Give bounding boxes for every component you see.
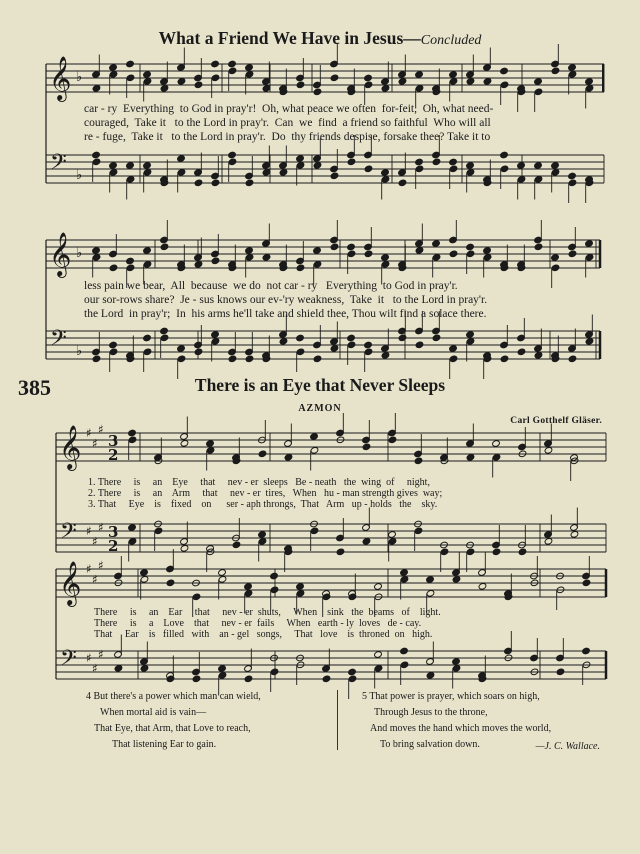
note-head [381, 352, 390, 360]
note-head [177, 345, 186, 353]
time-sig-bottom: 2 [108, 537, 119, 555]
note-head [310, 433, 319, 441]
note-head [551, 254, 560, 262]
note-head [143, 261, 152, 269]
sharp-icon: ♯ [92, 436, 98, 451]
note-head [109, 162, 118, 170]
note-head [177, 78, 186, 86]
note-head [556, 668, 565, 676]
note-head [426, 672, 435, 680]
note-head [310, 527, 319, 535]
note-head [551, 67, 560, 75]
note-head [296, 81, 305, 89]
note-head [568, 172, 577, 180]
note-head [313, 261, 322, 269]
note-head [568, 64, 577, 72]
note-head [400, 569, 409, 577]
note-head [348, 675, 357, 683]
note-head [585, 338, 594, 346]
note-head [517, 348, 526, 356]
note-head [143, 162, 152, 170]
note-head [449, 78, 458, 86]
note-head [381, 169, 390, 177]
note-head [160, 327, 169, 335]
note-head [568, 355, 577, 363]
note-head [585, 85, 594, 93]
note-head [483, 254, 492, 262]
note-head [166, 675, 175, 683]
note-head [534, 162, 543, 170]
note-head [364, 74, 373, 82]
note-head [432, 254, 441, 262]
note-head [478, 583, 487, 591]
note-head [160, 334, 169, 342]
note-head [568, 250, 577, 258]
note-head [160, 85, 169, 93]
system4-lyric-line-3: That Ear is filled with an - gel songs, That love is throned on high. [94, 629, 433, 640]
note-head [143, 78, 152, 86]
note-head [92, 247, 101, 255]
verse-5 [362, 689, 551, 753]
note-head [364, 165, 373, 173]
note-head [258, 538, 267, 546]
sharp-icon: ♯ [92, 572, 98, 587]
note-head [347, 158, 356, 166]
note-head [483, 247, 492, 255]
verse-5-line-1: 5 That power is prayer, which soars on high, [362, 691, 540, 702]
note-head [244, 590, 253, 598]
sharp-icon: ♯ [86, 524, 92, 538]
note-head [194, 348, 203, 356]
note-head [126, 176, 135, 184]
note-head [544, 447, 553, 455]
sharp-icon: ♯ [92, 661, 98, 676]
note-head [279, 169, 288, 177]
note-head [322, 675, 331, 683]
hymn-title: There is an Eye that Never Sleeps [194, 375, 446, 395]
treble-clef-icon: 𝄞 [49, 56, 72, 100]
note-head [262, 254, 271, 262]
note-head [296, 264, 305, 272]
composer-credit: Carl Gotthelf Gläser. [510, 416, 602, 426]
note-head [143, 334, 152, 342]
note-head [109, 264, 118, 272]
note-head [534, 243, 543, 251]
note-head [92, 85, 101, 93]
note-head [364, 341, 373, 349]
note-head [466, 338, 475, 346]
note-head [109, 341, 118, 349]
hymn-title-continued: What a Friend We Have in Jesus [158, 28, 404, 48]
note-head [211, 60, 220, 68]
verse-4-line-4: That listening Ear to gain. [112, 739, 217, 750]
note-head [500, 81, 509, 89]
note-head [330, 74, 339, 82]
note-head [585, 78, 594, 86]
note-head [194, 81, 203, 89]
note-head [109, 169, 118, 177]
note-head [126, 74, 135, 82]
note-head [244, 583, 253, 591]
note-head [534, 176, 543, 184]
note-head [245, 71, 254, 79]
note-head [296, 583, 305, 591]
flat-icon: ♭ [76, 344, 83, 359]
note-head [245, 355, 254, 363]
note-head [544, 538, 553, 546]
note-head [211, 338, 220, 346]
note-head [211, 257, 220, 265]
note-head [570, 531, 579, 539]
concluded-label: Concluded [420, 33, 482, 48]
note-head [364, 250, 373, 258]
note-head [466, 548, 475, 556]
note-head [109, 348, 118, 356]
note-head [362, 443, 371, 451]
note-head [296, 348, 305, 356]
note-head [140, 569, 149, 577]
note-head [128, 538, 137, 546]
note-head [585, 254, 594, 262]
note-head [245, 254, 254, 262]
note-head [128, 524, 137, 532]
note-head [400, 647, 409, 655]
note-head [232, 541, 241, 549]
note-head [534, 88, 543, 96]
note-head [322, 593, 331, 601]
system2-lyric-line-3: the Lord in pray'r; In his arms he'll take and shield thee, Thou wilt find a solace there. [84, 308, 487, 320]
note-head [330, 243, 339, 251]
note-head [415, 158, 424, 166]
note-head [270, 668, 279, 676]
note-head [218, 576, 227, 584]
flat-icon: ♭ [76, 246, 83, 261]
note-head [381, 261, 390, 269]
note-head [228, 151, 237, 159]
note-head [177, 155, 186, 163]
note-head [126, 162, 135, 170]
verse-4-line-1: 4 But there's a power which man can wield, [86, 691, 261, 702]
note-head [400, 576, 409, 584]
note-head [582, 579, 591, 587]
sharp-icon: ♯ [98, 520, 104, 535]
note-head [518, 548, 527, 556]
system2-lyric-line-2: our sor-rows share? Je - sus knows our ev-'ry weakness, Take it to the Lord in pray'r. [84, 294, 488, 306]
note-head [245, 64, 254, 72]
note-head [432, 158, 441, 166]
verse-5-line-2: Through Jesus to the throne, [374, 707, 488, 718]
note-head [143, 348, 152, 356]
sharp-icon: ♯ [98, 647, 104, 662]
note-head [206, 440, 215, 448]
note-head [551, 162, 560, 170]
note-head [452, 576, 461, 584]
note-head [388, 531, 397, 539]
note-head [313, 355, 322, 363]
note-head [414, 527, 423, 535]
note-head [245, 179, 254, 187]
note-head [414, 457, 423, 465]
note-head [381, 176, 390, 184]
note-head [398, 78, 407, 86]
note-head [568, 179, 577, 187]
time-sig-top: 3 [108, 523, 119, 541]
note-head [388, 436, 397, 444]
note-head [313, 247, 322, 255]
note-head [426, 590, 435, 598]
verse-4 [86, 689, 261, 753]
note-head [180, 440, 189, 448]
note-head [426, 576, 435, 584]
treble-clef-icon: 𝄞 [49, 232, 72, 276]
note-head [398, 179, 407, 187]
note-head [258, 450, 267, 458]
sharp-icon: ♯ [98, 422, 104, 437]
system3-lyric-line-2: 2. There is an Arm that nev - er tires, When hu - man strength gives way; [88, 488, 443, 499]
note-head [192, 675, 201, 683]
time-sig-top: 3 [108, 432, 119, 450]
note-head [206, 447, 215, 455]
note-head [449, 71, 458, 79]
note-head [126, 60, 135, 68]
note-head [449, 250, 458, 258]
sharp-icon: ♯ [92, 534, 98, 549]
note-head [364, 348, 373, 356]
note-head [284, 454, 293, 462]
note-head [415, 71, 424, 79]
note-head [432, 334, 441, 342]
note-head [374, 665, 383, 673]
note-head [449, 355, 458, 363]
note-head [228, 355, 237, 363]
note-head [128, 429, 137, 437]
note-head [143, 247, 152, 255]
note-head [114, 665, 123, 673]
note-head [500, 165, 509, 173]
note-head [364, 81, 373, 89]
note-head [92, 355, 101, 363]
note-head [279, 338, 288, 346]
note-head [194, 261, 203, 269]
system4-lyric-line-2: There is a Love that nev - er fails When earth - ly loves de - cay. [94, 618, 422, 629]
note-head [140, 576, 149, 584]
note-head [296, 162, 305, 170]
note-head [128, 436, 137, 444]
note-head [310, 447, 319, 455]
verse-5-line-4: To bring salvation down. [380, 739, 480, 750]
note-head [270, 572, 279, 580]
note-head [109, 64, 118, 72]
note-head [483, 78, 492, 86]
note-head [466, 454, 475, 462]
note-head [400, 661, 409, 669]
note-head [211, 331, 220, 339]
note-head [126, 257, 135, 265]
note-head [500, 67, 509, 75]
note-head [466, 169, 475, 177]
note-head [140, 665, 149, 673]
note-head [466, 250, 475, 258]
note-head [244, 675, 253, 683]
note-head [143, 71, 152, 79]
note-head [92, 151, 101, 159]
system1-lyric-line-1: car - ry Everything to God in pray'r! Oh, what peace we often for-feit, Oh, what need- [84, 103, 494, 115]
note-head [166, 579, 175, 587]
note-head [330, 172, 339, 180]
note-head [452, 658, 461, 666]
note-head [126, 264, 135, 272]
note-head [177, 169, 186, 177]
sharp-icon: ♯ [86, 426, 92, 440]
note-head [347, 334, 356, 342]
note-head [500, 355, 509, 363]
note-head [398, 334, 407, 342]
treble-clef-icon: 𝄞 [59, 425, 82, 469]
bass-clef-icon: 𝄢 [50, 150, 67, 180]
note-head [492, 454, 501, 462]
system3-lyric-line-3: 3. That Eye is fixed on ser - aph throngs, That Arm up - holds the sky. [88, 499, 438, 510]
note-head [452, 665, 461, 673]
note-head [381, 85, 390, 93]
note-head [415, 85, 424, 93]
hymn-number: 385 [18, 375, 51, 400]
bass-clef-icon: 𝄢 [60, 519, 77, 549]
system3-lyric-line-1: 1. There is an Eye that nev - er sleeps Be - neath the wing of night, [88, 477, 430, 488]
bass-clef-icon: 𝄢 [60, 646, 77, 676]
note-head [92, 254, 101, 262]
note-head [336, 548, 345, 556]
verse-4-line-2: When mortal aid is vain— [100, 707, 207, 718]
note-head [374, 583, 383, 591]
note-head [415, 165, 424, 173]
system2-lyric-line-1: less pain we bear, All because we do not car - ry Everything to God in pray'r. [84, 280, 458, 292]
note-head [362, 538, 371, 546]
system1-lyric-line-3: re - fuge, Take it to the Lord in pray'r. Do thy friends despise, forsake thee? Take it to [84, 131, 491, 143]
note-head [449, 345, 458, 353]
note-head [381, 254, 390, 262]
title-dash: — [403, 28, 421, 48]
note-head [330, 345, 339, 353]
note-head [262, 169, 271, 177]
note-head [313, 88, 322, 96]
note-head [534, 78, 543, 86]
note-head [415, 341, 424, 349]
bass-clef-icon: 𝄢 [50, 326, 67, 356]
note-head [160, 243, 169, 251]
verse-5-line-3: And moves the hand which moves the world, [370, 723, 552, 734]
note-head [500, 151, 509, 159]
treble-clef-icon: 𝄞 [59, 561, 82, 605]
note-head [517, 176, 526, 184]
note-head [466, 243, 475, 251]
author-credit: —J. C. Wallace. [535, 741, 600, 752]
system1-lyric-line-2: couraged, Take it to the Lord in pray'r. Can we find a friend so faithful Who will all [84, 117, 491, 129]
verse-4-line-3: That Eye, that Arm, that Love to reach, [94, 723, 251, 734]
note-head [466, 331, 475, 339]
note-head [432, 240, 441, 248]
note-head [517, 162, 526, 170]
note-head [109, 71, 118, 79]
note-head [347, 250, 356, 258]
note-head [218, 665, 227, 673]
note-head [211, 74, 220, 82]
note-head [347, 243, 356, 251]
note-head [154, 527, 163, 535]
note-head [296, 590, 305, 598]
note-head [296, 334, 305, 342]
note-head [568, 71, 577, 79]
sharp-icon: ♯ [98, 558, 104, 573]
note-head [388, 538, 397, 546]
note-head [228, 158, 237, 166]
note-head [245, 247, 254, 255]
note-head [143, 169, 152, 177]
note-head [92, 158, 101, 166]
note-head [218, 569, 227, 577]
note-head [177, 355, 186, 363]
note-head [228, 67, 237, 75]
note-head [440, 548, 449, 556]
note-head [466, 78, 475, 86]
note-head [466, 162, 475, 170]
note-head [582, 647, 591, 655]
note-head [270, 586, 279, 594]
note-head [492, 548, 501, 556]
note-head [348, 593, 357, 601]
flat-icon: ♭ [76, 168, 83, 183]
note-head [347, 341, 356, 349]
note-head [313, 162, 322, 170]
note-head [415, 247, 424, 255]
sharp-icon: ♯ [86, 562, 92, 576]
note-head [218, 672, 227, 680]
note-head [449, 165, 458, 173]
system4-lyric-line-1: There is an Ear that nev - er shuts, When sink the beams of light. [94, 607, 441, 618]
note-head [348, 668, 357, 676]
note-head [551, 264, 560, 272]
note-head [192, 593, 201, 601]
note-head [296, 155, 305, 163]
tune-name: AZMON [298, 403, 342, 414]
note-head [262, 85, 271, 93]
flat-icon: ♭ [76, 70, 83, 85]
note-head [258, 531, 267, 539]
note-head [228, 60, 237, 68]
note-head [492, 440, 501, 448]
note-head [585, 240, 594, 248]
note-head [194, 179, 203, 187]
sharp-icon: ♯ [86, 651, 92, 665]
note-head [534, 352, 543, 360]
note-head [551, 169, 560, 177]
note-head [374, 651, 383, 659]
note-head [180, 545, 189, 553]
verse-divider [337, 690, 338, 750]
time-sig-bottom: 2 [108, 446, 119, 464]
note-head [211, 179, 220, 187]
note-head [449, 158, 458, 166]
